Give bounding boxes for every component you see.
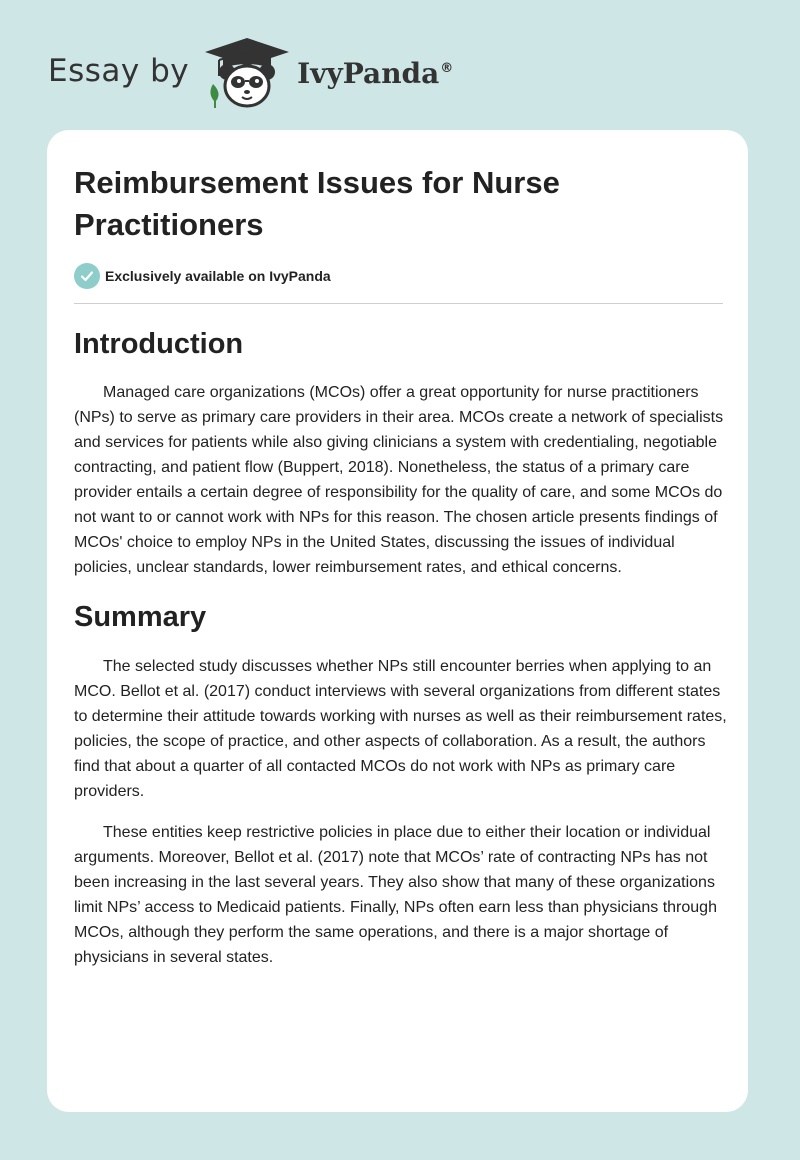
paragraph: These entities keep restrictive policies in place due to either their location or individual arguments. Moreover, Bellot et al. (2017) note that MCOs’ rate of contracting NPs has not been increasing in the last several years. They also show that many of these organizations limit NPs’ access to Medicaid patients. Finally, NPs often earn less than physicians through MCOs, although they perform the same operations, and there is a major shortage of physicians in several states. bbox=[74, 824, 717, 966]
registered-mark: ® bbox=[440, 61, 454, 77]
divider bbox=[74, 303, 723, 304]
essay-body bbox=[74, 322, 728, 970]
paragraph: The selected study discusses whether NPs still encounter berries when applying to an MCO. Bellot et al. (2017) conduct interviews with several organizations from different states to determine their attitude towards working with nurses as well as their reimbursement rates, policies, the scope of practice, and other aspects of collaboration. As a result, the authors find that about a quarter of all contacted MCOs do not work with NPs as primary care providers. bbox=[74, 658, 727, 800]
section-heading-introduction: Introduction bbox=[74, 328, 244, 360]
brand-prefix: Essay by bbox=[48, 53, 190, 89]
brand-header bbox=[48, 36, 453, 112]
panda-logo-icon[interactable] bbox=[203, 36, 291, 112]
essay-card bbox=[47, 130, 748, 1112]
exclusive-badge bbox=[74, 263, 331, 289]
section-heading-summary: Summary bbox=[74, 601, 207, 633]
exclusive-text: Exclusively available on IvyPanda bbox=[105, 268, 331, 284]
paragraph: Managed care organizations (MCOs) offer a great opportunity for nurse practitioners (NPs) to serve as primary care providers in their area. MCOs create a network of specialists and services for patients while also giving clinicians a system with credentialing, negotiable contracting, and patient flow (Buppert, 2018). Nonetheless, the status of a primary care provider entails a certain degree of responsibility for the quality of care, and some MCOs do not want to or cannot work with NPs for this reason. The chosen article presents findings of MCOs' choice to employ NPs in the United States, discussing the issues of individual policies, unclear standards, lower reimbursement rates, and ethical concerns. bbox=[74, 384, 724, 576]
check-icon bbox=[74, 263, 100, 289]
brand-name[interactable]: IvyPanda® bbox=[297, 56, 454, 90]
essay-title: Reimbursement Issues for Nurse Practitioners bbox=[74, 165, 560, 242]
